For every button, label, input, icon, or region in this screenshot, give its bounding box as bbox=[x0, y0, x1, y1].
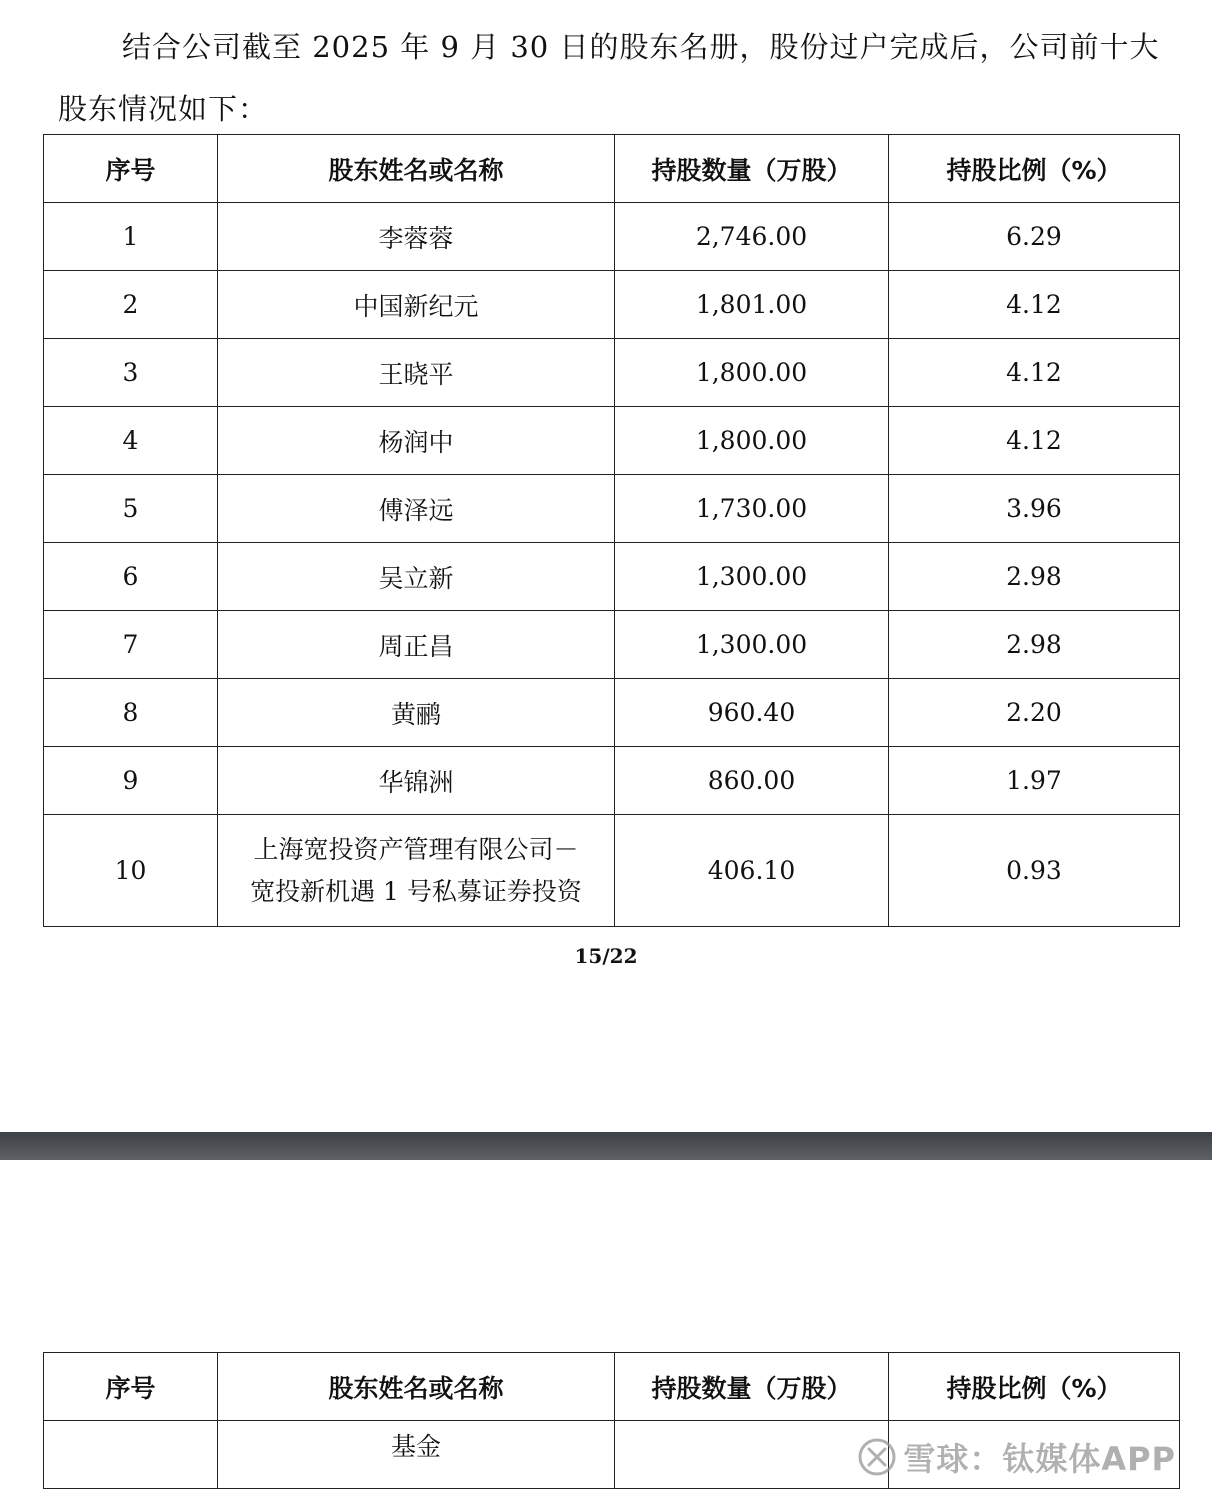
header-share-ratio: 持股比例（%） bbox=[889, 135, 1180, 203]
table-header-row bbox=[44, 1353, 1180, 1421]
row-shareholder-name: 周正昌 bbox=[218, 611, 615, 679]
row-share-ratio: 6.29 bbox=[889, 203, 1180, 271]
row-share-count: 960.40 bbox=[615, 679, 889, 747]
row-share-count: 2,746.00 bbox=[615, 203, 889, 271]
name-line-2: 宽投新机遇 1 号私募证券投资 bbox=[250, 876, 582, 906]
row-index: 3 bbox=[44, 339, 218, 407]
header-shareholder-name: 股东姓名或名称 bbox=[218, 1353, 615, 1421]
row-share-ratio: 4.12 bbox=[889, 271, 1180, 339]
row-share-count: 1,801.00 bbox=[615, 271, 889, 339]
watermark-text: 雪球：钛媒体APP bbox=[903, 1440, 1176, 1478]
table-row bbox=[44, 543, 1180, 611]
table-row bbox=[44, 475, 1180, 543]
row-index: 6 bbox=[44, 543, 218, 611]
row-share-ratio: 2.98 bbox=[889, 543, 1180, 611]
table-row bbox=[44, 271, 1180, 339]
table-row bbox=[44, 203, 1180, 271]
page-number: 15/22 bbox=[574, 944, 638, 968]
row-shareholder-name: 基金 bbox=[218, 1421, 615, 1489]
row-index: 8 bbox=[44, 679, 218, 747]
table-row bbox=[44, 815, 1180, 927]
row-share-count bbox=[615, 1421, 889, 1489]
row-share-ratio: 2.20 bbox=[889, 679, 1180, 747]
row-share-count: 1,800.00 bbox=[615, 407, 889, 475]
header-index: 序号 bbox=[44, 135, 218, 203]
header-shareholder-name: 股东姓名或名称 bbox=[218, 135, 615, 203]
intro-paragraph: 结合公司截至 2025 年 9 月 30 日的股东名册，股份过户完成后，公司前十大股东情况如下： bbox=[58, 30, 1160, 126]
row-index: 5 bbox=[44, 475, 218, 543]
page-divider bbox=[0, 1132, 1212, 1160]
table-row bbox=[44, 339, 1180, 407]
row-share-count: 1,300.00 bbox=[615, 543, 889, 611]
row-share-ratio: 2.98 bbox=[889, 611, 1180, 679]
row-share-count: 1,800.00 bbox=[615, 339, 889, 407]
header-share-count: 持股数量（万股） bbox=[615, 135, 889, 203]
row-shareholder-name: 华锦洲 bbox=[218, 747, 615, 815]
row-shareholder-name: 杨润中 bbox=[218, 407, 615, 475]
watermark bbox=[857, 1434, 1176, 1480]
row-share-ratio: 3.96 bbox=[889, 475, 1180, 543]
row-shareholder-name: 李蓉蓉 bbox=[218, 203, 615, 271]
row-share-count: 860.00 bbox=[615, 747, 889, 815]
table-row bbox=[44, 407, 1180, 475]
row-shareholder-name bbox=[218, 815, 615, 927]
row-index: 4 bbox=[44, 407, 218, 475]
row-index: 9 bbox=[44, 747, 218, 815]
header-share-count: 持股数量（万股） bbox=[615, 1353, 889, 1421]
row-share-ratio: 0.93 bbox=[889, 815, 1180, 927]
row-shareholder-name: 中国新纪元 bbox=[218, 271, 615, 339]
row-shareholder-name: 王晓平 bbox=[218, 339, 615, 407]
snowball-logo-icon bbox=[857, 1437, 897, 1477]
row-shareholder-name: 黄鹂 bbox=[218, 679, 615, 747]
name-line-1: 上海宽投资产管理有限公司－ bbox=[253, 834, 579, 864]
row-shareholder-name: 吴立新 bbox=[218, 543, 615, 611]
row-share-ratio: 1.97 bbox=[889, 747, 1180, 815]
row-share-count: 1,730.00 bbox=[615, 475, 889, 543]
row-share-count: 406.10 bbox=[615, 815, 889, 927]
row-share-ratio: 4.12 bbox=[889, 407, 1180, 475]
row-index: 1 bbox=[44, 203, 218, 271]
table-row bbox=[44, 747, 1180, 815]
header-index: 序号 bbox=[44, 1353, 218, 1421]
header-share-ratio: 持股比例（%） bbox=[889, 1353, 1180, 1421]
table-header-row bbox=[44, 135, 1180, 203]
top-ten-shareholders-table bbox=[43, 134, 1180, 927]
table-row bbox=[44, 611, 1180, 679]
row-share-count: 1,300.00 bbox=[615, 611, 889, 679]
row-index: 2 bbox=[44, 271, 218, 339]
row-index bbox=[44, 1421, 218, 1489]
row-shareholder-name: 傅泽远 bbox=[218, 475, 615, 543]
row-index: 10 bbox=[44, 815, 218, 927]
table-row bbox=[44, 679, 1180, 747]
row-index: 7 bbox=[44, 611, 218, 679]
row-share-ratio: 4.12 bbox=[889, 339, 1180, 407]
